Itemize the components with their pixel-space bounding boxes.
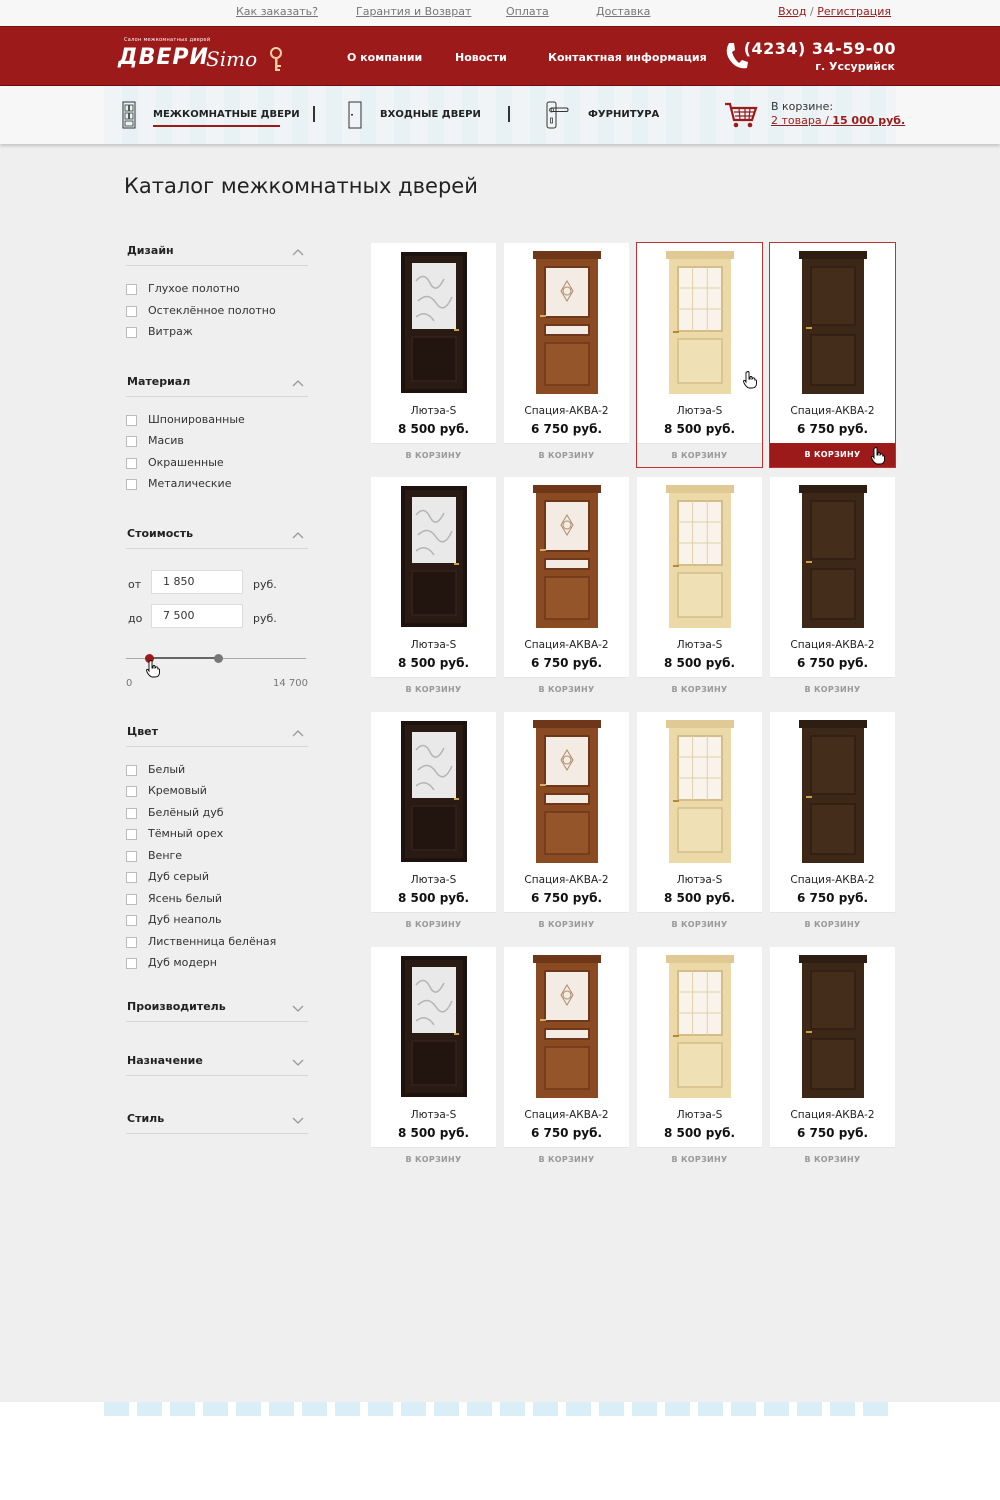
product-price: 8 500 руб. bbox=[663, 656, 736, 670]
login-link[interactable]: Вход bbox=[778, 5, 807, 18]
product-price: 6 750 руб. bbox=[796, 656, 869, 670]
product-price: 6 750 руб. bbox=[530, 656, 603, 670]
option-label: Дуб серый bbox=[148, 870, 210, 883]
checkbox[interactable] bbox=[126, 765, 137, 776]
checkbox[interactable] bbox=[126, 458, 137, 469]
category-entrance-doors[interactable] bbox=[346, 86, 481, 144]
product-card[interactable] bbox=[371, 947, 496, 1171]
door-image bbox=[799, 955, 867, 1098]
nav-contacts[interactable]: Контактная информация bbox=[548, 51, 707, 64]
product-card[interactable] bbox=[504, 947, 629, 1171]
filter-manufacturer bbox=[126, 996, 308, 1022]
filter-title: Стиль bbox=[127, 1111, 165, 1125]
add-to-cart-button[interactable]: В КОРЗИНУ bbox=[637, 1147, 762, 1171]
auth-links bbox=[778, 5, 891, 18]
product-name[interactable]: Спация-АКВА-2 bbox=[524, 1109, 609, 1121]
filter-header[interactable] bbox=[126, 996, 308, 1022]
product-name[interactable]: Лютэа-S bbox=[676, 874, 723, 886]
filter-title: Назначение bbox=[127, 1053, 203, 1067]
price-to-row bbox=[126, 604, 308, 638]
footer bbox=[0, 1402, 1000, 1500]
filter-option[interactable] bbox=[126, 302, 308, 324]
product-price: 6 750 руб. bbox=[530, 422, 603, 436]
add-to-cart-button[interactable]: В КОРЗИНУ bbox=[504, 443, 629, 467]
category-label: ФУРНИТУРА bbox=[588, 109, 660, 120]
door-image bbox=[533, 720, 601, 863]
product-price: 6 750 руб. bbox=[530, 1126, 603, 1140]
filter-material bbox=[126, 371, 308, 497]
checkbox[interactable] bbox=[126, 436, 137, 447]
footer-stripes bbox=[104, 1402, 896, 1416]
option-label: Витраж bbox=[148, 325, 193, 338]
city-label: г. Уссурийск bbox=[815, 60, 895, 73]
nav-news[interactable]: Новости bbox=[455, 51, 507, 64]
hand-cursor-icon bbox=[870, 447, 886, 465]
product-price: 8 500 руб. bbox=[663, 422, 736, 436]
product-name[interactable]: Лютэа-S bbox=[410, 874, 457, 886]
add-to-cart-button[interactable]: В КОРЗИНУ bbox=[504, 912, 629, 936]
door-handle-icon bbox=[546, 101, 570, 129]
link-delivery[interactable]: Доставка bbox=[596, 5, 651, 18]
checkbox[interactable] bbox=[126, 872, 137, 883]
active-underline bbox=[153, 125, 280, 127]
checkbox[interactable] bbox=[126, 415, 137, 426]
product-name[interactable]: Спация-АКВА-2 bbox=[524, 405, 609, 417]
option-label: Металические bbox=[148, 477, 232, 490]
logo[interactable] bbox=[118, 37, 288, 79]
product-name[interactable]: Лютэа-S bbox=[676, 639, 723, 651]
filter-header[interactable] bbox=[126, 721, 308, 747]
add-to-cart-button[interactable]: В КОРЗИНУ bbox=[371, 1147, 496, 1171]
checkbox[interactable] bbox=[126, 851, 137, 862]
add-to-cart-button[interactable]: В КОРЗИНУ bbox=[371, 912, 496, 936]
filter-title: Материал bbox=[127, 374, 191, 388]
filter-price bbox=[126, 523, 308, 696]
door-image bbox=[666, 720, 734, 863]
product-price: 6 750 руб. bbox=[796, 891, 869, 905]
option-label: Лиственница белёная bbox=[148, 934, 277, 948]
add-to-cart-button[interactable]: В КОРЗИНУ bbox=[504, 677, 629, 701]
slider-min-label: 0 bbox=[126, 677, 133, 689]
checkbox[interactable] bbox=[126, 958, 137, 969]
filters-sidebar bbox=[126, 240, 308, 1134]
chevron-up-icon bbox=[292, 729, 304, 737]
link-warranty-returns[interactable]: Гарантия и Возврат bbox=[356, 5, 472, 18]
cart-label: В корзине: bbox=[771, 100, 834, 113]
cart-icon[interactable] bbox=[724, 100, 758, 130]
price-to-input[interactable] bbox=[151, 604, 243, 628]
filter-header[interactable] bbox=[126, 523, 308, 549]
checkbox[interactable] bbox=[126, 479, 137, 490]
filter-title: Стоимость bbox=[127, 526, 194, 540]
product-price: 8 500 руб. bbox=[663, 891, 736, 905]
product-name[interactable]: Лютэа-S bbox=[676, 405, 723, 417]
product-card[interactable] bbox=[770, 477, 895, 701]
interior-door-icon bbox=[122, 101, 136, 129]
filter-option[interactable] bbox=[126, 847, 308, 869]
divider bbox=[508, 106, 510, 122]
product-card[interactable] bbox=[637, 477, 762, 701]
door-image bbox=[400, 955, 468, 1098]
slider-max-label: 14 700 bbox=[273, 677, 308, 689]
product-card[interactable] bbox=[637, 947, 762, 1171]
chevron-down-icon bbox=[292, 1004, 304, 1012]
product-name[interactable]: Спация-АКВА-2 bbox=[524, 639, 609, 651]
cart-summary-link[interactable] bbox=[771, 114, 905, 127]
checkbox[interactable] bbox=[126, 829, 137, 840]
product-name[interactable]: Спация-АКВА-2 bbox=[790, 874, 875, 886]
product-name[interactable]: Спация-АКВА-2 bbox=[790, 405, 875, 417]
page-title: Каталог межкомнатных дверей bbox=[124, 174, 478, 198]
product-card[interactable] bbox=[770, 947, 895, 1171]
product-name[interactable]: Лютэа-S bbox=[410, 1109, 457, 1121]
option-label: Белёный дуб bbox=[148, 805, 224, 819]
site-header bbox=[0, 26, 1000, 86]
checkbox[interactable] bbox=[126, 937, 137, 948]
chevron-up-icon bbox=[292, 379, 304, 387]
entrance-door-icon bbox=[348, 101, 362, 129]
product-name[interactable]: Спация-АКВА-2 bbox=[524, 874, 609, 886]
product-price: 6 750 руб. bbox=[796, 1126, 869, 1140]
price-to-label: до bbox=[128, 611, 143, 625]
hand-cursor-icon bbox=[742, 371, 758, 389]
add-to-cart-button[interactable]: В КОРЗИНУ bbox=[770, 912, 895, 936]
cart-total: 15 000 руб. bbox=[832, 114, 906, 127]
option-label: Ясень белый bbox=[148, 891, 223, 905]
filter-title: Дизайн bbox=[127, 244, 174, 257]
category-bar bbox=[0, 86, 1000, 144]
price-unit: руб. bbox=[253, 577, 277, 591]
filter-option[interactable] bbox=[126, 761, 308, 783]
hand-cursor-icon bbox=[145, 660, 161, 678]
product-price: 8 500 руб. bbox=[663, 1126, 736, 1140]
product-card[interactable] bbox=[371, 712, 496, 936]
cart-sep: / bbox=[821, 114, 833, 127]
add-to-cart-button[interactable]: В КОРЗИНУ bbox=[637, 912, 762, 936]
checkbox[interactable] bbox=[126, 306, 137, 317]
add-to-cart-button[interactable]: В КОРЗИНУ bbox=[504, 1147, 629, 1171]
checkbox[interactable] bbox=[126, 915, 137, 926]
door-image bbox=[400, 720, 468, 863]
option-label: Масив bbox=[148, 434, 184, 447]
option-label: Белый bbox=[148, 762, 186, 776]
option-label: Дуб неаполь bbox=[148, 913, 222, 926]
price-from-row bbox=[126, 570, 308, 604]
product-name[interactable]: Лютэа-S bbox=[410, 405, 457, 417]
product-card[interactable] bbox=[504, 712, 629, 936]
filter-title: Производитель bbox=[127, 999, 226, 1013]
add-to-cart-button[interactable]: В КОРЗИНУ bbox=[770, 1147, 895, 1171]
option-label: Окрашенные bbox=[148, 455, 224, 469]
filter-option[interactable] bbox=[126, 475, 308, 497]
link-how-to-order[interactable]: Как заказать? bbox=[236, 5, 318, 18]
register-link[interactable]: Регистрация bbox=[817, 5, 891, 18]
door-image bbox=[666, 251, 734, 394]
filter-option[interactable] bbox=[126, 868, 308, 890]
price-range-slider[interactable] bbox=[126, 646, 308, 696]
door-image bbox=[799, 485, 867, 628]
product-card[interactable] bbox=[770, 712, 895, 936]
price-from-input[interactable] bbox=[151, 570, 243, 594]
logo-main: ДВЕРИ bbox=[118, 45, 209, 70]
option-label: Венге bbox=[148, 848, 183, 862]
door-image bbox=[533, 955, 601, 1098]
filter-option[interactable] bbox=[126, 911, 308, 933]
filter-option[interactable] bbox=[126, 954, 308, 976]
product-card[interactable] bbox=[637, 243, 762, 467]
option-label: Глухое полотно bbox=[148, 282, 240, 295]
add-to-cart-button[interactable]: В КОРЗИНУ bbox=[770, 443, 895, 467]
door-image bbox=[666, 955, 734, 1098]
product-card[interactable] bbox=[770, 243, 895, 467]
filter-purpose bbox=[126, 1050, 308, 1076]
logo-tagline: Салон межкомнатных дверей bbox=[124, 37, 211, 43]
product-price: 8 500 руб. bbox=[397, 1126, 470, 1140]
price-unit: руб. bbox=[253, 611, 277, 625]
filter-design bbox=[126, 240, 308, 345]
chevron-down-icon bbox=[292, 1058, 304, 1066]
chevron-down-icon bbox=[292, 1116, 304, 1124]
link-payment[interactable]: Оплата bbox=[506, 5, 549, 18]
filter-option[interactable] bbox=[126, 454, 308, 476]
product-card[interactable] bbox=[504, 243, 629, 467]
product-price: 6 750 руб. bbox=[530, 891, 603, 905]
category-interior-doors[interactable] bbox=[120, 86, 300, 144]
option-label: Тёмный орех bbox=[148, 827, 224, 840]
product-price: 8 500 руб. bbox=[397, 656, 470, 670]
filter-title: Цвет bbox=[127, 724, 159, 738]
price-from-label: от bbox=[128, 577, 142, 591]
key-icon bbox=[266, 47, 286, 73]
add-to-cart-button[interactable]: В КОРЗИНУ bbox=[637, 677, 762, 701]
door-image bbox=[799, 251, 867, 394]
checkbox[interactable] bbox=[126, 786, 137, 797]
product-name[interactable]: Лютэа-S bbox=[676, 1109, 723, 1121]
filter-color bbox=[126, 721, 308, 976]
checkbox[interactable] bbox=[126, 808, 137, 819]
add-to-cart-button[interactable]: В КОРЗИНУ bbox=[770, 677, 895, 701]
chevron-up-icon bbox=[292, 531, 304, 539]
filter-option[interactable] bbox=[126, 432, 308, 454]
product-price: 8 500 руб. bbox=[397, 422, 470, 436]
add-to-cart-button[interactable]: В КОРЗИНУ bbox=[371, 677, 496, 701]
option-label: Кремовый bbox=[148, 784, 207, 797]
cart-count: 2 товара bbox=[771, 114, 822, 127]
product-price: 6 750 руб. bbox=[796, 422, 869, 436]
filter-option[interactable] bbox=[126, 933, 308, 955]
option-label: Шпонированные bbox=[148, 412, 245, 426]
door-image bbox=[400, 251, 468, 394]
add-to-cart-button[interactable]: В КОРЗИНУ bbox=[637, 443, 762, 467]
door-image bbox=[533, 485, 601, 628]
filter-header[interactable] bbox=[126, 1050, 308, 1076]
door-image bbox=[533, 251, 601, 394]
checkbox[interactable] bbox=[126, 327, 137, 338]
option-label: Остеклённое полотно bbox=[148, 303, 276, 317]
door-image bbox=[666, 485, 734, 628]
product-card[interactable] bbox=[504, 477, 629, 701]
filter-option[interactable] bbox=[126, 411, 308, 433]
category-label: ВХОДНЫЕ ДВЕРИ bbox=[380, 109, 481, 120]
chevron-up-icon bbox=[292, 248, 304, 256]
product-card[interactable] bbox=[371, 477, 496, 701]
filter-option[interactable] bbox=[126, 804, 308, 826]
logo-script: Simo bbox=[206, 47, 258, 71]
filter-header[interactable] bbox=[126, 1108, 308, 1134]
filter-option[interactable] bbox=[126, 280, 308, 302]
nav-about[interactable]: О компании bbox=[347, 51, 423, 64]
product-name[interactable]: Спация-АКВА-2 bbox=[790, 1109, 875, 1121]
slider-handle-max[interactable] bbox=[214, 654, 223, 663]
product-card[interactable] bbox=[637, 712, 762, 936]
auth-separator: / bbox=[810, 5, 814, 18]
divider bbox=[313, 106, 315, 122]
filter-style bbox=[126, 1108, 308, 1134]
product-card[interactable] bbox=[371, 243, 496, 467]
category-label: МЕЖКОМНАТНЫЕ ДВЕРИ bbox=[153, 109, 300, 120]
phone-number[interactable]: (4234) 34-59-00 bbox=[743, 39, 896, 58]
category-hardware[interactable] bbox=[544, 86, 664, 144]
add-to-cart-button[interactable]: В КОРЗИНУ bbox=[371, 443, 496, 467]
top-utility-bar bbox=[0, 0, 1000, 26]
filter-option[interactable] bbox=[126, 782, 308, 804]
product-price: 8 500 руб. bbox=[397, 891, 470, 905]
product-name[interactable]: Спация-АКВА-2 bbox=[790, 639, 875, 651]
filter-header[interactable] bbox=[126, 371, 308, 397]
filter-header[interactable] bbox=[126, 240, 308, 266]
checkbox[interactable] bbox=[126, 894, 137, 905]
filter-option[interactable] bbox=[126, 323, 308, 345]
option-label: Дуб модерн bbox=[148, 956, 217, 969]
product-name[interactable]: Лютэа-S bbox=[410, 639, 457, 651]
door-image bbox=[799, 720, 867, 863]
slider-range bbox=[149, 657, 218, 659]
filter-option[interactable] bbox=[126, 825, 308, 847]
filter-option[interactable] bbox=[126, 890, 308, 912]
door-image bbox=[400, 485, 468, 628]
checkbox[interactable] bbox=[126, 284, 137, 295]
